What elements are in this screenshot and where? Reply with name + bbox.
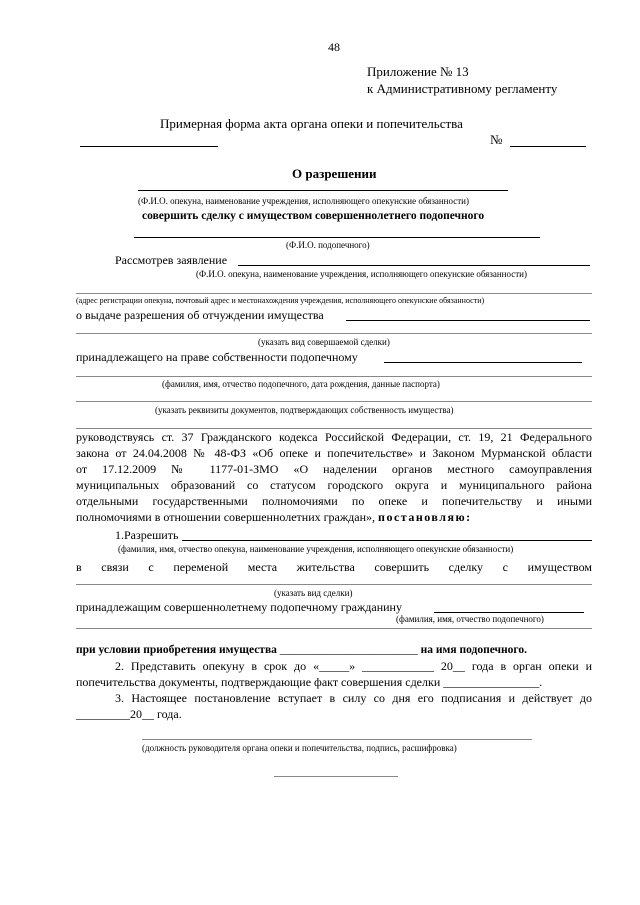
stamp-blank: [274, 776, 398, 777]
item1-hint: (фамилия, имя, отчество опекуна, наименование учреждения, исполняющего опекунские обязанности): [118, 544, 514, 554]
owned-label: принадлежащего на праве собственности подопечному: [76, 350, 358, 364]
number-sign: №: [490, 132, 503, 147]
signature-hint: (должность руководителя органа опеки и попечительства, подпись, расшифровка): [142, 743, 457, 753]
condition-blank: ________________________: [279, 644, 418, 656]
form-title: Примерная форма акта органа опеки и попечительства: [160, 116, 463, 131]
item1-blank: [182, 540, 592, 541]
reviewed-label: Рассмотрев заявление: [115, 253, 228, 267]
basis-para-l5: отдельными государственными полномочиями по опеке и попечительству и иными: [76, 494, 592, 508]
basis-para-l3: от 17.12.2009 № 1177-01-ЗМО «О наделении органов местного самоуправления: [76, 462, 592, 476]
item1-line2: в связи с переменой места жительства совершить сделку с имуществом: [76, 560, 592, 574]
guardian-blank: [138, 190, 508, 191]
basis-para-l1: руководствуясь ст. 37 Гражданского кодекса Российской Федерации, ст. 19, 21 Федерального: [76, 430, 592, 444]
doc-subject: О разрешении: [292, 166, 377, 181]
signature-blank: [142, 739, 532, 740]
adult-ward-label: принадлежащим совершеннолетнему подопечному гражданину: [76, 600, 402, 614]
property-doc-hint: (указать реквизиты документов, подтверждающих собственность имущества): [155, 405, 454, 415]
property-doc-blank: [76, 401, 592, 402]
alienation-label: о выдаче разрешения об отчуждении имущества: [76, 308, 324, 322]
permit-line: совершить сделку с имуществом совершеннолетнего подопечного: [142, 210, 485, 222]
address-hint: (адрес регистрации опекуна, почтовый адрес и местонахождения учреждения, исполняющего опекунские обязанности): [76, 296, 485, 305]
date-blank: [80, 146, 218, 147]
adult-ward-blank: [434, 612, 584, 613]
page-number: 48: [328, 40, 340, 54]
number-blank: [510, 146, 586, 147]
alienation-blank: [346, 320, 590, 321]
item2-line1: 2. Представить опекуну в срок до «_____» ____________ 20__ года в орган опеки и: [115, 659, 592, 673]
deal-blank-1: [76, 333, 592, 334]
deal-blank-2: [76, 584, 592, 585]
ward-hint: (Ф.И.О. подопечного): [286, 240, 370, 250]
deal-hint-2: (указать вид сделки): [274, 588, 353, 598]
basis-para-l2: закона от 24.04.2008 № 48-ФЗ «Об опеке и попечительстве» и Законом Мурманской области: [76, 446, 592, 460]
item2-line2: попечительства документы, подтверждающие факт совершения сделки ________________.: [76, 675, 543, 689]
passport-blank: [76, 376, 592, 377]
adult-ward-hint: (фамилия, имя, отчество подопечного): [396, 614, 544, 624]
condition-line: [76, 644, 527, 656]
guardian-hint: (Ф.И.О. опекуна, наименование учреждения, исполняющего опекунские обязанности): [138, 196, 469, 206]
condition-suffix: на имя подопечного.: [417, 644, 527, 656]
adult-ward-blank-2: [76, 628, 592, 629]
basis-para-l4: муниципальных образований со статусом городского округа и муниципального района: [76, 478, 592, 492]
item3-line2: _________20__ года.: [76, 707, 182, 721]
appendix-line-1: Приложение № 13: [367, 64, 469, 79]
decree-word: постановляю:: [378, 510, 472, 524]
ward-blank: [134, 237, 540, 238]
owned-blank: [384, 362, 582, 363]
basis-para-l6: [76, 510, 472, 525]
address-blank: [76, 293, 592, 294]
item1-label: 1.Разрешить: [115, 528, 179, 542]
basis-para-l6-text: полномочиями в отношении совершеннолетних граждан»,: [76, 510, 379, 524]
extra-blank: [76, 428, 592, 429]
condition-prefix: при условии приобретения имущества: [76, 644, 280, 656]
item3-line1: 3. Настоящее постановление вступает в силу со дня его подписания и действует до: [115, 691, 592, 705]
reviewed-blank: [238, 265, 590, 266]
appendix-line-2: к Административному регламенту: [367, 81, 558, 96]
reviewed-hint: (Ф.И.О. опекуна, наименование учреждения, исполняющего опекунские обязанности): [196, 269, 527, 279]
passport-hint: (фамилия, имя, отчество подопечного, дата рождения, данные паспорта): [162, 379, 440, 389]
deal-hint-1: (указать вид совершаемой сделки): [258, 337, 390, 347]
